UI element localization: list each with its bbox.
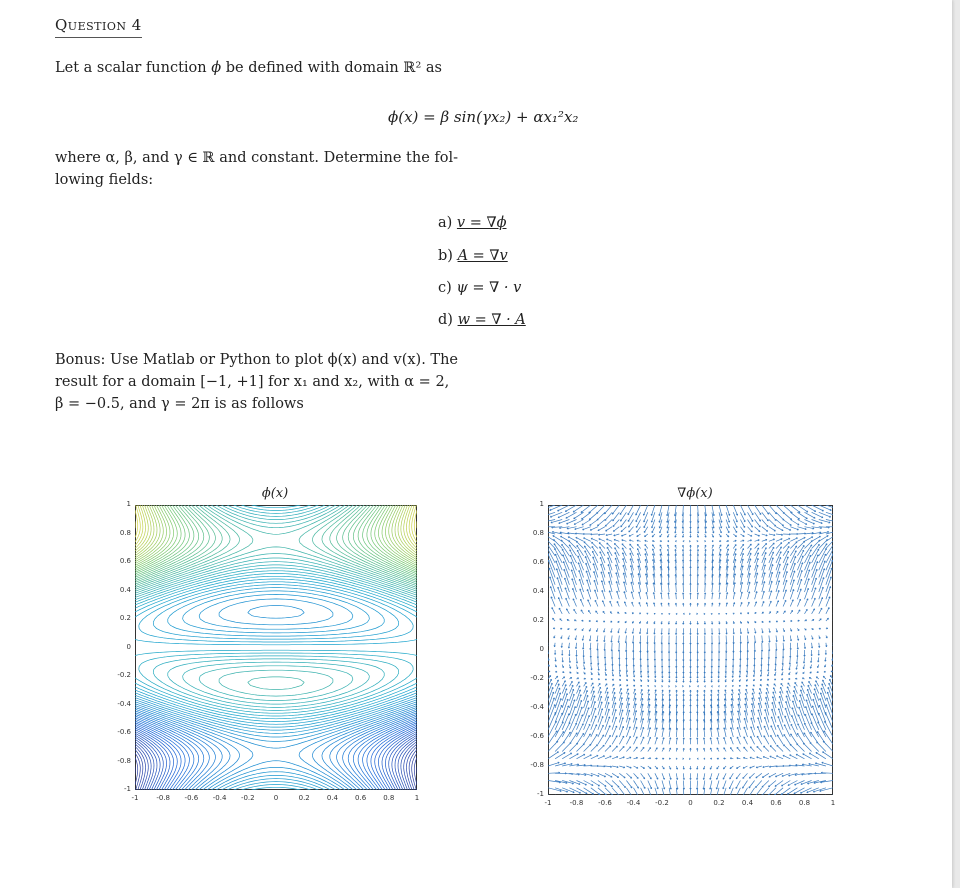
item-d-expr: w = ∇ · A <box>457 312 526 328</box>
right-plot-y-tick: 1 <box>539 500 544 508</box>
right-plot-x-tick: -0.2 <box>655 799 669 807</box>
item-d <box>438 312 526 328</box>
intro-domain: ℝ² <box>403 60 422 76</box>
left-plot-y-tick: 0.8 <box>119 528 131 537</box>
item-c-label: c) <box>438 280 452 296</box>
item-a-label: a) <box>438 215 453 231</box>
left-plot-x-tick: 0 <box>273 794 279 802</box>
right-plot-x-tick: -0.4 <box>626 799 641 807</box>
where-line-2: lowing fields: <box>55 172 154 188</box>
item-a <box>438 215 507 231</box>
intro-as: as <box>425 60 442 76</box>
left-plot-x-tick: 0.2 <box>298 794 310 802</box>
item-c <box>438 280 521 296</box>
right-plot-y-tick: 0.8 <box>532 529 544 537</box>
bonus-line-3: β = −0.5, and γ = 2π is as follows <box>55 396 304 412</box>
where-paragraph <box>55 147 475 191</box>
right-plot-y-tick: -0.2 <box>530 674 544 682</box>
left-plot-y-tick: -1 <box>124 785 131 793</box>
item-b-label: b) <box>438 248 453 264</box>
right-plot-x-tick: -1 <box>544 799 552 807</box>
right-plot-y-tick: 0.6 <box>532 558 544 566</box>
item-c-expr: ψ = ∇ · v <box>456 280 522 296</box>
item-a-expr: v = ∇ϕ <box>456 215 507 231</box>
right-plot-x-tick: 0.4 <box>741 799 754 807</box>
item-d-label: d) <box>438 312 453 328</box>
right-plot-x-tick: 1 <box>830 799 836 807</box>
right-plot-x-tick: -0.8 <box>569 799 584 807</box>
right-plot-y-tick: 0.4 <box>532 587 544 595</box>
left-plot-x-tick: 1 <box>414 794 420 802</box>
left-plot-x-tick: -0.8 <box>156 794 171 802</box>
left-plot-title: ϕ(x) <box>261 486 289 501</box>
right-plot-y-tick: -1 <box>537 790 544 798</box>
left-plot-y-tick: 0.4 <box>119 585 131 594</box>
right-plot-x-tick: 0.8 <box>798 799 811 807</box>
right-plot-x-tick: 0.6 <box>770 799 782 807</box>
intro-symbol: ϕ <box>211 60 222 76</box>
left-plot-y-tick: 0 <box>126 642 131 651</box>
main-formula: ϕ(x) = β sin(γx₂) + αx₁²x₂ <box>388 108 579 126</box>
left-plot-y-tick: -0.8 <box>117 756 131 765</box>
left-plot-y-tick: 1 <box>126 500 131 508</box>
right-plot-y-tick: 0.2 <box>532 616 544 624</box>
right-plot-y-tick: -0.4 <box>530 703 544 711</box>
left-plot-y-tick: -0.6 <box>117 728 131 736</box>
question-title: Question 4 <box>55 16 142 38</box>
left-plot-x-tick: -0.2 <box>240 794 255 802</box>
intro-text-after: be defined with domain <box>225 60 399 76</box>
right-plot-x-tick: 0 <box>688 799 693 807</box>
quiver-plot <box>548 505 833 795</box>
where-line-1: where α, β, and γ ∈ ℝ and constant. Determine the fol- <box>55 150 459 166</box>
left-plot-x-tick: 0.8 <box>383 794 395 802</box>
left-plot-x-tick: 0.4 <box>326 794 338 802</box>
right-plot-y-tick: 0 <box>539 645 544 653</box>
right-plot-y-tick: -0.6 <box>530 732 544 740</box>
intro-text: Let a scalar function <box>55 60 207 76</box>
left-plot-x-tick: -0.6 <box>184 794 199 802</box>
right-plot-x-tick: 0.2 <box>713 799 725 807</box>
left-plot-y-tick: 0.2 <box>119 614 131 622</box>
right-plot-y-tick: -0.8 <box>530 761 544 769</box>
item-b-expr: A = ∇v <box>457 248 508 264</box>
left-plot-x-tick: -0.4 <box>212 794 227 802</box>
intro-paragraph <box>55 57 575 79</box>
contour-frame <box>136 506 417 790</box>
right-plot-title: ∇ϕ(x) <box>677 486 713 501</box>
contour-plot <box>135 505 417 790</box>
bonus-line-1: Bonus: Use Matlab or Python to plot ϕ(x) and v(x). The <box>55 352 459 368</box>
left-plot-x-tick: -1 <box>131 794 139 802</box>
bonus-line-2: result for a domain [−1, +1] for x₁ and x₂, with α = 2, <box>55 374 450 390</box>
item-b <box>438 248 508 264</box>
left-plot-y-tick: -0.2 <box>117 671 131 679</box>
bonus-paragraph <box>55 349 485 415</box>
left-plot-y-tick: -0.4 <box>117 699 131 708</box>
right-plot-x-tick: -0.6 <box>598 799 612 807</box>
left-plot-x-tick: 0.6 <box>355 794 367 802</box>
left-plot-y-tick: 0.6 <box>119 557 131 565</box>
